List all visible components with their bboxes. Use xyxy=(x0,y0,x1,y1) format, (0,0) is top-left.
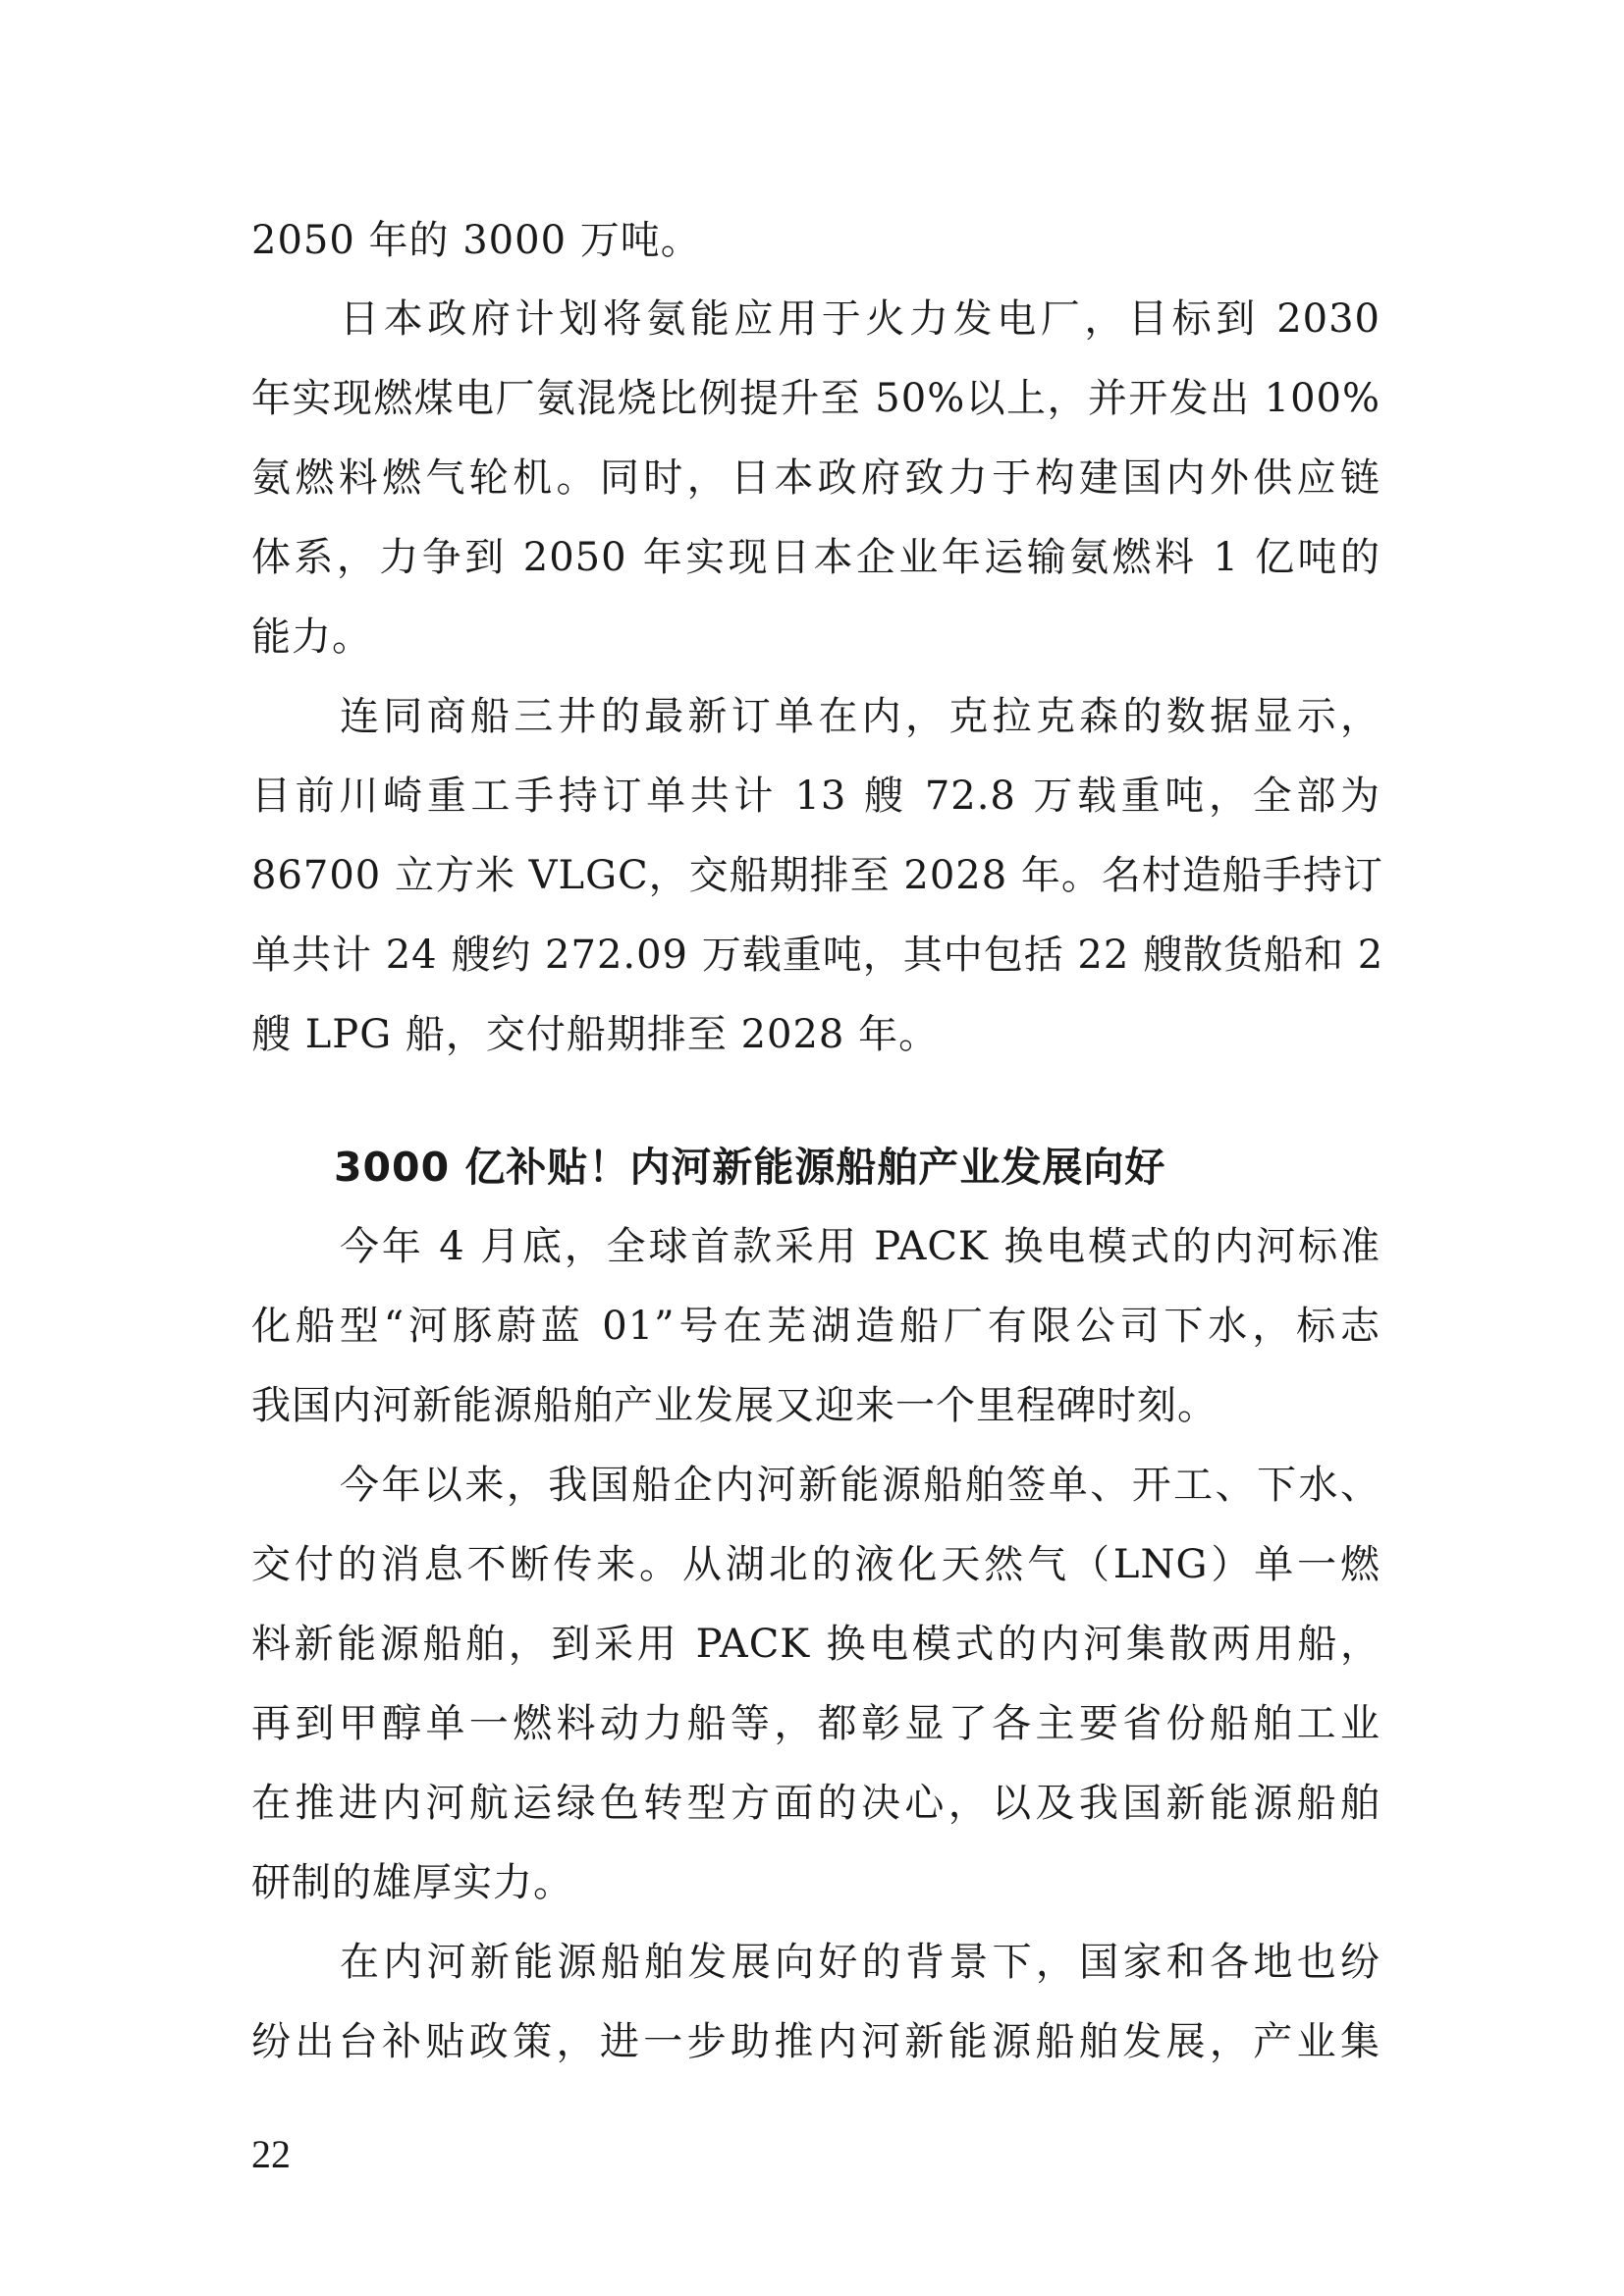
text-line: 再到甲醇单一燃料动力船等，都彰显了各主要省份船舶工业 xyxy=(251,1701,1380,1746)
text-line: 连同商船三井的最新订单在内，克拉克森的数据显示， xyxy=(340,694,1380,739)
text-line: 氨燃料燃气轮机。同时，日本政府致力于构建国内外供应链 xyxy=(251,455,1380,501)
text-line: 体系，力争到 2050 年实现日本企业年运输氨燃料 1 亿吨的 xyxy=(251,535,1380,580)
text-line: 能力。 xyxy=(251,614,372,660)
page-number: 22 xyxy=(251,2132,291,2176)
text-line: 2050 年的 3000 万吨。 xyxy=(251,218,701,263)
text-line: 今年以来，我国船企内河新能源船舶签单、开工、下水、 xyxy=(340,1463,1380,1508)
text-line: 研制的雄厚实力。 xyxy=(251,1860,573,1905)
text-line: 单共计 24 艘约 272.09 万载重吨，其中包括 22 艘散货船和 2 xyxy=(251,933,1384,978)
text-line: 我国内河新能源船舶产业发展又迎来一个里程碑时刻。 xyxy=(251,1383,1218,1428)
text-line: 在内河新能源船舶发展向好的背景下，国家和各地也纷 xyxy=(340,1940,1380,1985)
text-line: 纷出台补贴政策，进一步助推内河新能源船舶发展，产业集 xyxy=(251,2019,1380,2064)
text-line: 86700 立方米 VLGC，交船期排至 2028 年。名村造船手持订 xyxy=(251,853,1383,898)
text-line: 日本政府计划将氨能应用于火力发电厂，目标到 2030 xyxy=(340,296,1380,342)
text-line: 今年 4 月底，全球首款采用 PACK 换电模式的内河标准 xyxy=(340,1224,1380,1269)
text-line: 艘 LPG 船，交付船期排至 2028 年。 xyxy=(251,1012,940,1057)
text-line: 在推进内河航运绿色转型方面的决心，以及我国新能源船舶 xyxy=(251,1781,1380,1826)
text-line: 交付的消息不断传来。从湖北的液化天然气（LNG）单一燃 xyxy=(251,1542,1380,1587)
text-line: 年实现燃煤电厂氨混烧比例提升至 50%以上，并开发出 100% xyxy=(251,376,1380,421)
section-heading: 3000 亿补贴！内河新能源船舶产业发展向好 xyxy=(334,1144,1166,1191)
text-line: 料新能源船舶，到采用 PACK 换电模式的内河集散两用船， xyxy=(251,1622,1380,1667)
text-line: 化船型“河豚蔚蓝 01”号在芜湖造船厂有限公司下水，标志 xyxy=(251,1304,1380,1349)
text-line: 目前川崎重工手持订单共计 13 艘 72.8 万载重吨，全部为 xyxy=(251,774,1380,819)
